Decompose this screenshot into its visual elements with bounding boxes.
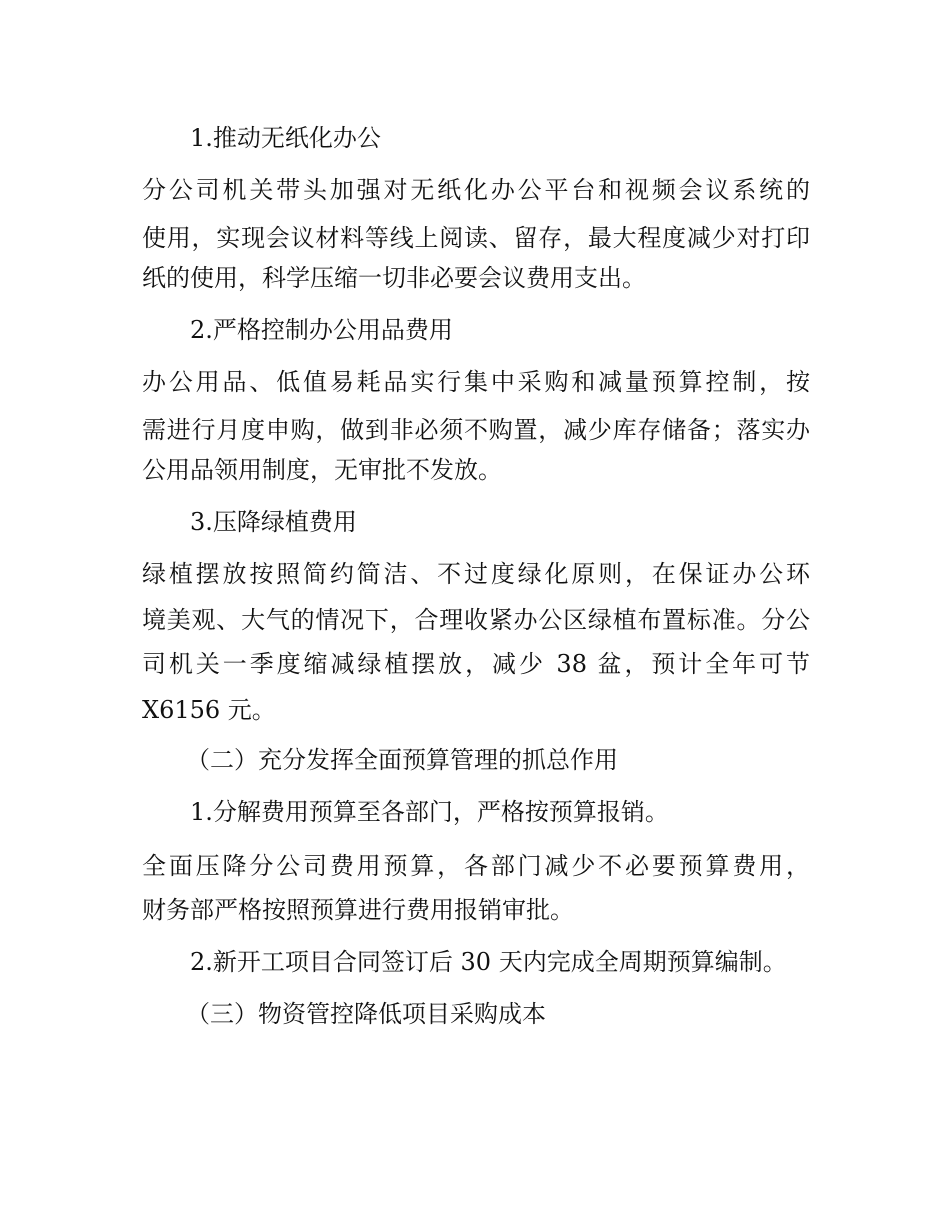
paragraph-line: 境美观、大气的情况下，合理收紧办公区绿植布置标准。分公	[142, 606, 810, 634]
paragraph-line: 分公司机关带头加强对无纸化办公平台和视频会议系统的	[142, 176, 810, 204]
paragraph-line: 纸的使用，科学压缩一切非必要会议费用支出。	[142, 264, 646, 292]
section-heading-budget: （二）充分发挥全面预算管理的抓总作用	[186, 746, 618, 774]
paragraph-line: 需进行月度申购，做到非必须不购置，减少库存储备；落实办	[142, 416, 810, 444]
paragraph-line: 司机关一季度缩减绿植摆放，减少 38 盆，预计全年可节	[142, 650, 810, 678]
paragraph-line: 使用，实现会议材料等线上阅读、留存，最大程度减少对打印	[142, 224, 810, 252]
paragraph-line: 办公用品、低值易耗品实行集中采购和减量预算控制，按	[142, 368, 810, 396]
item-heading-greenery: 3.压降绿植费用	[190, 508, 357, 536]
item-heading-project-budget: 2.新开工项目合同签订后 30 天内完成全周期预算编制。	[190, 948, 787, 976]
item-heading-paperless: 1.推动无纸化办公	[190, 124, 381, 152]
item-heading-office-supplies: 2.严格控制办公用品费用	[190, 316, 453, 344]
paragraph-line: 财务部严格按照预算进行费用报销审批。	[142, 896, 574, 924]
section-heading-procurement: （三）物资管控降低项目采购成本	[186, 1000, 546, 1028]
paragraph-line: 全面压降分公司费用预算，各部门减少不必要预算费用，	[142, 852, 810, 880]
item-heading-budget-allocation: 1.分解费用预算至各部门，严格按预算报销。	[190, 798, 669, 826]
paragraph-line: 公用品领用制度，无审批不发放。	[142, 456, 502, 484]
paragraph-line: 绿植摆放按照简约简洁、不过度绿化原则，在保证办公环	[142, 560, 810, 588]
paragraph-line: X6156 元。	[142, 696, 276, 724]
